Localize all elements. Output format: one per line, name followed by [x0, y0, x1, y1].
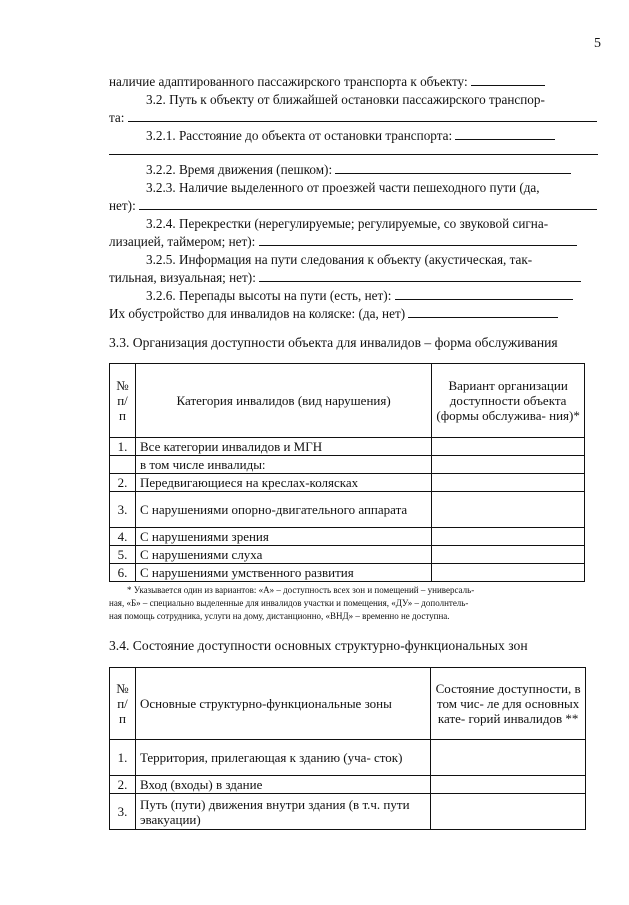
header-state: Состояние доступности, в том чис- ле для основных кате- горий инвалидов **	[431, 668, 586, 740]
header-zones: Основные структурно-функциональные зоны	[135, 668, 430, 740]
row-num: 1.	[110, 438, 136, 456]
time-line	[146, 162, 571, 178]
table-row	[110, 546, 585, 564]
header-category: Категория инвалидов (вид нарушения)	[135, 364, 431, 438]
table-row	[110, 740, 586, 776]
pedestrian-field[interactable]	[139, 198, 597, 210]
pedestrian-line	[109, 198, 597, 214]
height-field[interactable]	[395, 288, 573, 300]
footnote-line-2: ная, «Б» – специально выделенные для инвалидов участки и помещения, «ДУ» – дополнтель-	[109, 598, 469, 608]
crossings-line	[109, 234, 577, 250]
crossings-field[interactable]	[259, 234, 577, 246]
header-num: № п/п	[110, 364, 136, 438]
footnote-line-1: * Указывается один из вариантов: «А» – доступность всех зон и помещений – универсаль-	[127, 585, 475, 595]
table-header-row	[110, 364, 585, 438]
transport-line	[109, 74, 545, 90]
wheelchair-line	[109, 306, 558, 322]
footnote-line-3: ная помощь сотрудника, услуги на дому, дистанционно, «ВНД» – временно не доступна.	[109, 611, 450, 621]
table-row	[110, 474, 585, 492]
row-category: Передвигающиеся на креслах-колясках	[135, 474, 431, 492]
row-state-cell[interactable]	[431, 794, 586, 830]
row-variant-cell[interactable]	[432, 528, 585, 546]
row-category: Все категории инвалидов и МГН	[135, 438, 431, 456]
info-heading: 3.2.5. Информация на пути следования к объекту (акустическая, так-	[146, 252, 533, 267]
path-label: та:	[109, 110, 125, 125]
info-field[interactable]	[259, 270, 581, 282]
row-variant-cell[interactable]	[432, 474, 585, 492]
path-line	[109, 110, 597, 126]
info-line	[109, 270, 581, 286]
height-label: 3.2.6. Перепады высоты на пути (есть, нет):	[146, 288, 392, 303]
row-num: 3.	[110, 794, 136, 830]
row-num: 2.	[110, 776, 136, 794]
zones-table	[109, 667, 586, 830]
table-row	[110, 776, 586, 794]
row-category: в том числе инвалиды:	[135, 456, 431, 474]
section-3-3-title: 3.3. Организация доступности объекта для инвалидов – форма обслуживания	[109, 335, 558, 350]
row-category: С нарушениями умственного развития	[135, 564, 431, 582]
pedestrian-label: нет):	[109, 198, 136, 213]
row-num: 3.	[110, 492, 136, 528]
table-row	[110, 528, 585, 546]
row-zone: Вход (входы) в здание	[135, 776, 430, 794]
row-num	[110, 456, 136, 474]
header-variant: Вариант организации доступности объекта (формы обслужива- ния)*	[432, 364, 585, 438]
row-variant-cell[interactable]	[432, 438, 585, 456]
distance-field-continued[interactable]	[109, 154, 598, 155]
wheelchair-field[interactable]	[408, 306, 558, 318]
path-heading: 3.2. Путь к объекту от ближайшей остановки пассажирского транспор-	[146, 92, 545, 107]
row-category: С нарушениями опорно-двигательного аппарата	[135, 492, 431, 528]
accessibility-form-table	[109, 363, 585, 582]
row-variant-cell[interactable]	[432, 492, 585, 528]
pedestrian-heading: 3.2.3. Наличие выделенного от проезжей части пешеходного пути (да,	[146, 180, 540, 195]
time-field[interactable]	[335, 162, 571, 174]
table-row	[110, 492, 585, 528]
row-num: 6.	[110, 564, 136, 582]
height-line	[146, 288, 573, 304]
row-num: 2.	[110, 474, 136, 492]
row-variant-cell[interactable]	[432, 564, 585, 582]
table-row	[110, 438, 585, 456]
distance-line	[146, 128, 555, 144]
table-header-row	[110, 668, 586, 740]
section-3-4-title: 3.4. Состояние доступности основных структурно-функциональных зон	[109, 638, 528, 653]
row-category: С нарушениями слуха	[135, 546, 431, 564]
table-row	[110, 794, 586, 830]
time-label: 3.2.2. Время движения (пешком):	[146, 162, 333, 177]
wheelchair-label: Их обустройство для инвалидов на коляске: (да, нет)	[109, 306, 406, 321]
row-num: 1.	[110, 740, 136, 776]
row-category: С нарушениями зрения	[135, 528, 431, 546]
table-row	[110, 564, 585, 582]
page-number: 5	[594, 36, 601, 51]
row-num: 5.	[110, 546, 136, 564]
path-field[interactable]	[128, 110, 597, 122]
transport-label: наличие адаптированного пассажирского транспорта к объекту:	[109, 74, 468, 89]
table-row	[110, 456, 585, 474]
row-state-cell[interactable]	[431, 776, 586, 794]
row-variant-cell[interactable]	[432, 456, 585, 474]
row-variant-cell[interactable]	[432, 546, 585, 564]
header-num: № п/п	[110, 668, 136, 740]
row-zone: Путь (пути) движения внутри здания (в т.ч. пути эвакуации)	[135, 794, 430, 830]
distance-field[interactable]	[455, 128, 555, 140]
crossings-heading: 3.2.4. Перекрестки (нерегулируемые; регулируемые, со звуковой сигна-	[146, 216, 549, 231]
distance-label: 3.2.1. Расстояние до объекта от остановки транспорта:	[146, 128, 453, 143]
crossings-label: лизацией, таймером; нет):	[109, 234, 256, 249]
row-num: 4.	[110, 528, 136, 546]
row-zone: Территория, прилегающая к зданию (уча- сток)	[135, 740, 430, 776]
info-label: тильная, визуальная; нет):	[109, 270, 256, 285]
transport-field[interactable]	[471, 74, 545, 86]
row-state-cell[interactable]	[431, 740, 586, 776]
